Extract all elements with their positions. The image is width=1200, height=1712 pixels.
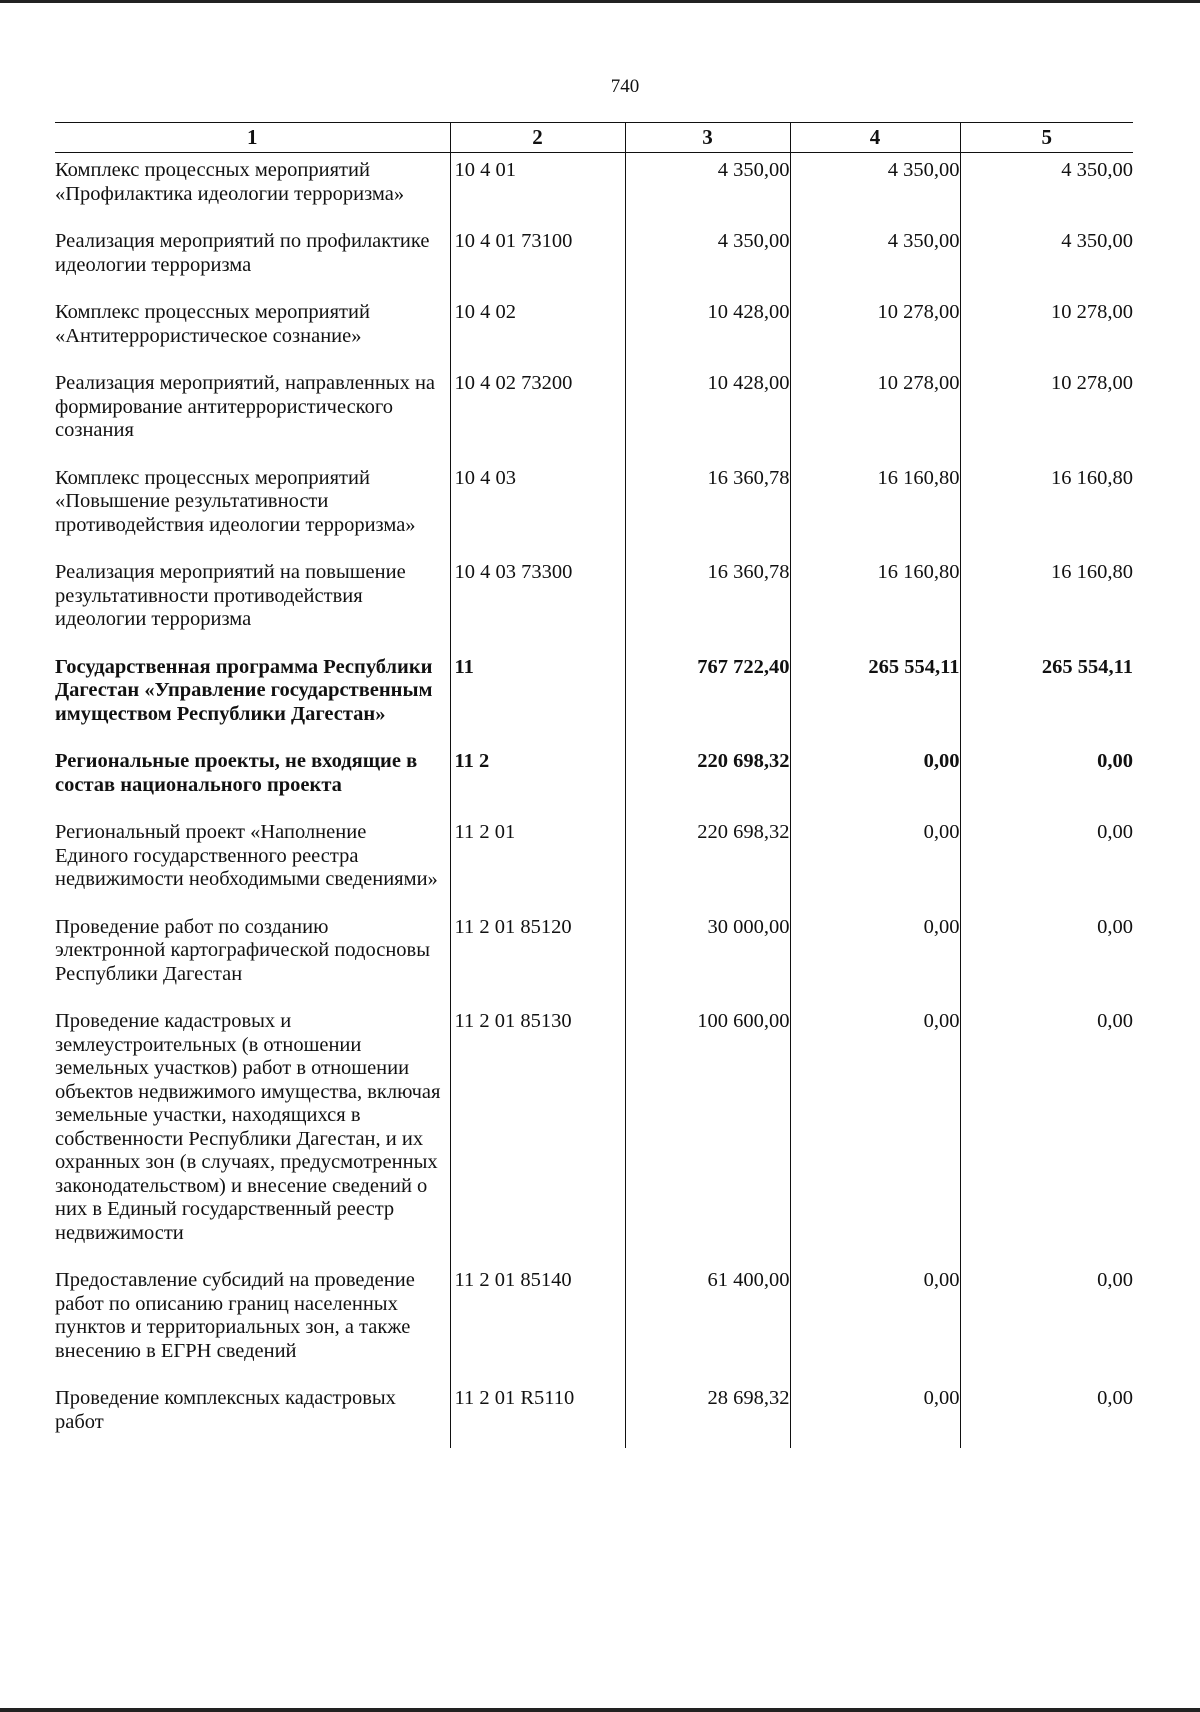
row-code: 10 4 01 — [450, 153, 625, 221]
table-row — [55, 1377, 1133, 1448]
row-name: Комплекс процессных мероприятий «Повышение результативности противодействия идеологии терроризма» — [55, 466, 416, 536]
row-value-col4: 0,00 — [790, 1000, 960, 1259]
table-row — [55, 740, 1133, 811]
row-value-col3: 220 698,32 — [625, 740, 790, 811]
row-name: Проведение кадастровых и землеустроительных (в отношении земельных участков) работ в отношении объектов недвижимого имущества, включая земельные участки, находящихся в собственности Республики Дагестан, и их охранных зон (в случаях, предусмотренных законодательством) и внесение сведений о них в Единый государственный реестр недвижимости — [55, 1010, 441, 1244]
row-name: Реализация мероприятий по профилактике идеологии терроризма — [55, 230, 430, 276]
row-name: Региональный проект «Наполнение Единого государственного реестра недвижимости необходимыми сведениями» — [55, 821, 438, 890]
row-code: 10 4 03 73300 — [450, 551, 625, 646]
col-header-5: 5 — [960, 123, 1133, 153]
row-value-col4: 10 278,00 — [790, 291, 960, 362]
row-name: Государственная программа Республики Дагестан «Управление государственным имуществом Республики Дагестан» — [55, 655, 433, 725]
row-value-col3: 100 600,00 — [625, 1000, 790, 1259]
row-value-col5: 10 278,00 — [960, 291, 1133, 362]
row-value-col5: 0,00 — [960, 1259, 1133, 1377]
row-code: 11 2 01 85120 — [450, 906, 625, 1001]
row-name: Реализация мероприятий на повышение результативности противодействия идеологии терроризма — [55, 561, 406, 630]
row-value-col3: 16 360,78 — [625, 551, 790, 646]
row-value-col5: 0,00 — [960, 740, 1133, 811]
row-value-col5: 265 554,11 — [960, 646, 1133, 741]
row-code: 11 — [450, 646, 625, 741]
row-code: 11 2 01 — [450, 811, 625, 906]
row-value-col4: 0,00 — [790, 811, 960, 906]
row-value-col4: 4 350,00 — [790, 220, 960, 291]
row-value-col3: 28 698,32 — [625, 1377, 790, 1448]
row-code: 10 4 01 73100 — [450, 220, 625, 291]
table-row — [55, 362, 1133, 457]
row-code: 10 4 03 — [450, 457, 625, 552]
table-row — [55, 457, 1133, 552]
page-number: 740 — [610, 76, 640, 97]
table-row — [55, 291, 1133, 362]
col-header-3: 3 — [625, 123, 790, 153]
table-row — [55, 1000, 1133, 1259]
table-row — [55, 551, 1133, 646]
row-code: 11 2 01 85140 — [450, 1259, 625, 1377]
scan-top-border — [0, 0, 1200, 3]
row-name: Проведение работ по созданию электронной картографической подосновы Республики Дагестан — [55, 915, 430, 985]
row-code: 11 2 — [450, 740, 625, 811]
row-value-col5: 0,00 — [960, 1000, 1133, 1259]
table-row — [55, 646, 1133, 741]
row-value-col4: 0,00 — [790, 906, 960, 1001]
row-value-col4: 10 278,00 — [790, 362, 960, 457]
row-value-col4: 0,00 — [790, 1259, 960, 1377]
row-value-col5: 4 350,00 — [960, 153, 1133, 221]
row-name: Проведение комплексных кадастровых работ — [55, 1387, 396, 1433]
row-value-col5: 0,00 — [960, 1377, 1133, 1448]
row-name: Комплекс процессных мероприятий «Профилактика идеологии терроризма» — [55, 159, 405, 205]
row-name: Предоставление субсидий на проведение работ по описанию границ населенных пунктов и территориальных зон, а также внесению в ЕГРН сведений — [55, 1269, 415, 1362]
col-header-4: 4 — [790, 123, 960, 153]
budget-table — [55, 122, 1133, 1448]
row-value-col3: 10 428,00 — [625, 362, 790, 457]
row-code: 10 4 02 — [450, 291, 625, 362]
row-value-col3: 220 698,32 — [625, 811, 790, 906]
col-header-1: 1 — [55, 123, 450, 153]
scan-bottom-border — [0, 1708, 1200, 1712]
row-value-col5: 10 278,00 — [960, 362, 1133, 457]
row-value-col4: 16 160,80 — [790, 457, 960, 552]
row-value-col3: 4 350,00 — [625, 220, 790, 291]
table-row — [55, 153, 1133, 221]
row-code: 11 2 01 R5110 — [450, 1377, 625, 1448]
table-row — [55, 220, 1133, 291]
row-value-col4: 265 554,11 — [790, 646, 960, 741]
header-row — [55, 123, 1133, 153]
col-header-2: 2 — [450, 123, 625, 153]
row-name: Реализация мероприятий, направленных на формирование антитеррористического сознания — [55, 372, 436, 441]
row-value-col5: 16 160,80 — [960, 551, 1133, 646]
table-row — [55, 811, 1133, 906]
row-value-col3: 767 722,40 — [625, 646, 790, 741]
row-value-col4: 0,00 — [790, 1377, 960, 1448]
row-value-col5: 16 160,80 — [960, 457, 1133, 552]
row-value-col3: 16 360,78 — [625, 457, 790, 552]
row-value-col4: 16 160,80 — [790, 551, 960, 646]
row-value-col4: 4 350,00 — [790, 153, 960, 221]
row-value-col3: 10 428,00 — [625, 291, 790, 362]
table-body — [55, 153, 1133, 1449]
row-value-col5: 0,00 — [960, 811, 1133, 906]
row-code: 10 4 02 73200 — [450, 362, 625, 457]
row-value-col4: 0,00 — [790, 740, 960, 811]
row-value-col3: 4 350,00 — [625, 153, 790, 221]
row-name: Региональные проекты, не входящие в состав национального проекта — [55, 750, 418, 796]
row-value-col3: 30 000,00 — [625, 906, 790, 1001]
row-value-col5: 4 350,00 — [960, 220, 1133, 291]
row-value-col3: 61 400,00 — [625, 1259, 790, 1377]
table-row — [55, 1259, 1133, 1377]
row-code: 11 2 01 85130 — [450, 1000, 625, 1259]
table-row — [55, 906, 1133, 1001]
row-name: Комплекс процессных мероприятий «Антитеррористическое сознание» — [55, 301, 370, 347]
row-value-col5: 0,00 — [960, 906, 1133, 1001]
